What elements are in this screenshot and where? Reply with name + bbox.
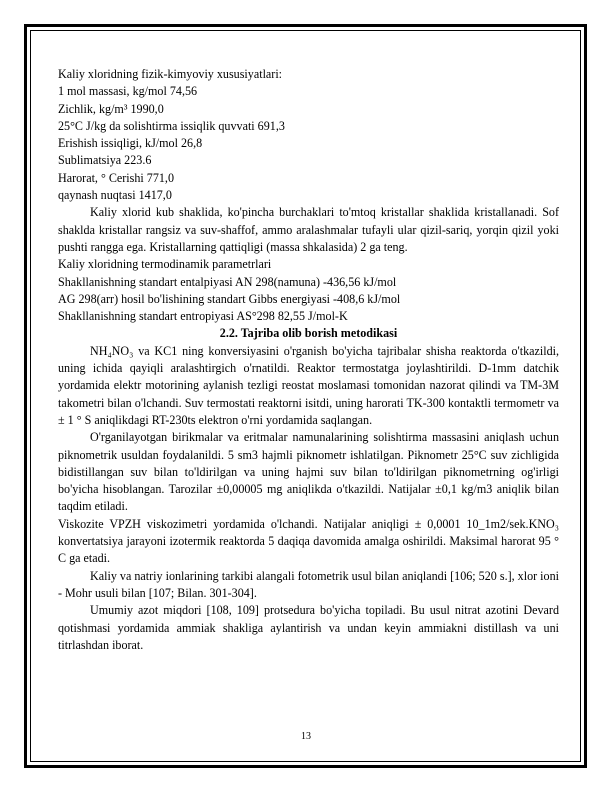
section-heading: 2.2. Tajriba olib borish metodikasi: [219, 326, 398, 341]
thermo-enthalpy: Shakllanishning standart entalpiyasi AN 298(namuna) -436,56 kJ/mol: [58, 274, 397, 289]
property-sublimation: Sublimatsiya 223.6: [58, 153, 152, 168]
document-body: [58, 66, 559, 654]
paragraph-viscosity: Viskozite VPZH viskozimetri yordamida o'lchandi. Natijalar aniqligi ± 0,0001 10_1m2/sek.KNO₃ konvertatsiya jarayoni izotermik reaktorda 5 daqiqa davomida amalga oshirildi. Maksimal harorat 95 ° C ga etadi.: [58, 516, 559, 566]
paragraph-pycnometer: O'rganilayotgan birikmalar va eritmalar namunalarining solishtirma massasini aniqlash uchun piknometrik usuldan foydalanildi. 5 sm3 hajmli piknometr ishlatilgan. Piknometr 25°C suv zichligida bidistillangan suv bilan to'ldirilgan va uning hajmi suv bilan to'ldirilgan piknometrning og'irligi bo'yicha hisoblangan. Tarozilar ±0,00005 mg aniqlikda o'tkazildi. Natijalar ±0,1 kg/m3 aniqlik bilan taqdim etiladi.: [58, 430, 559, 514]
paragraph-crystals: Kaliy xlorid kub shaklida, ko'pincha burchaklari to'mtoq kristallar shaklida kristallanadi. Sof shaklda kristallar rangsiz va suv-shaffof, ammo aralashmalar tufayli ular qizil-sariq, yorqin qizil yoki pushti rangga ega. Kristallarning qattiqligi (massa shkalasida) 2 ga teng.: [58, 205, 559, 254]
thermo-entropy: Shakllanishning standart entropiyasi AS°298 82,55 J/mol-K: [58, 309, 348, 324]
property-boiling-point: qaynash nuqtasi 1417,0: [58, 188, 172, 203]
thermo-gibbs: AG 298(arr) hosil bo'lishining standart Gibbs energiyasi -408,6 kJ/mol: [58, 291, 401, 306]
property-specific-heat: 25°C J/kg da solishtirma issiqlik quvvati 691,3: [58, 118, 285, 133]
property-melting-heat: Erishish issiqligi, kJ/mol 26,8: [58, 136, 203, 151]
property-melting-temperature: Harorat, ° Cerishi 771,0: [58, 170, 175, 185]
paragraph-nitrogen: Umumiy azot miqdori [108, 109] protsedura bo'yicha topiladi. Bu usul nitrat azotini Devard qotishmasi yordamida ammiak shakliga aylantirish va undan keyin ammiakni distillash va uni titrlashdan iborat.: [58, 603, 559, 652]
page-number: 13: [301, 731, 311, 742]
paragraph-ions: Kaliy va natriy ionlarining tarkibi alangali fotometrik usul bilan aniqlandi [106; 520 s.], xlor ioni - Mohr usuli bilan [107; Bilan. 301-304].: [58, 568, 559, 600]
property-density: Zichlik, kg/m³ 1990,0: [58, 101, 164, 116]
thermo-title: Kaliy xloridning termodinamik parametrlari: [58, 257, 272, 272]
properties-title: Kaliy xloridning fizik-kimyoviy xususiyatlari:: [58, 67, 283, 81]
paragraph-reactor: NH₄NO₃ va KC1 ning konversiyasini o'rganish bo'yicha tajribalar shisha reaktorda o'tkazildi, uning ichida qayiqli aralashtirgich o'rnatildi. Reaktor termostatga joylashtirildi. D-1mm datchik yordamida elektr motorining aylanish tezligi reostat moslamasi tomonidan nazorat qilindi va TM-3M takometri bilan o'lchandi. Suv termostati reaktorni isitdi, uning harorati TK-300 kontaktli termometr va ± 1 ° S aniqlikdagi RT-230ts elektron o'rni yordamida saqlangan.: [58, 343, 559, 427]
property-molar-mass: 1 mol massasi, kg/mol 74,56: [58, 84, 198, 99]
